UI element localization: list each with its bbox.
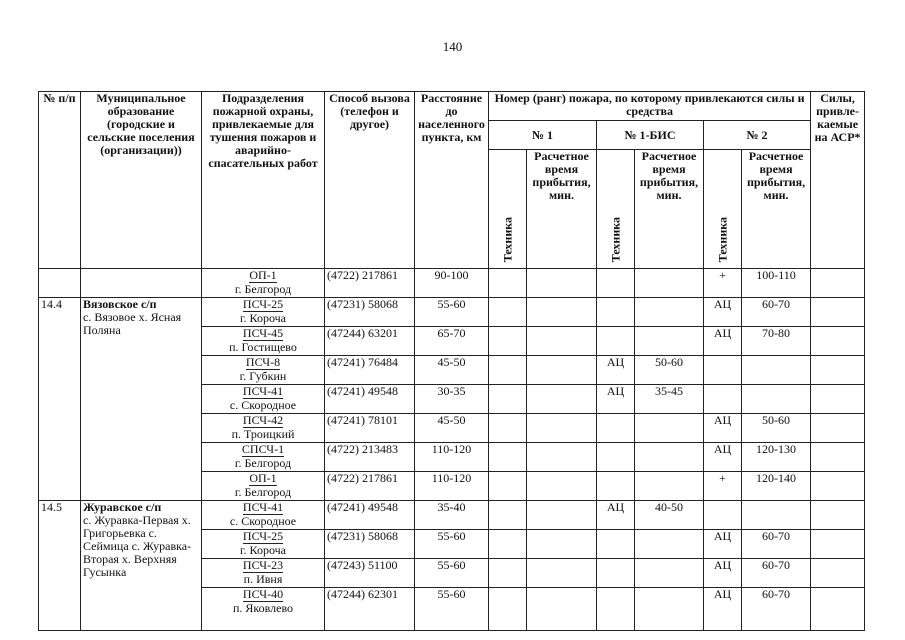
cell-tech-rank2: АЦ xyxy=(704,530,742,559)
cell-distance: 55-60 xyxy=(415,588,489,631)
page-number: 140 xyxy=(442,39,463,54)
cell-asr xyxy=(811,443,865,472)
cell-call: (47241) 76484 xyxy=(325,356,415,385)
header-time-rank1bis: Расчетное время прибытия, мин. xyxy=(635,150,704,269)
cell-time-rank1 xyxy=(527,269,597,298)
cell-tech-rank1bis xyxy=(597,588,635,631)
cell-asr xyxy=(811,559,865,588)
header-time-rank1: Расчетное время прибытия, мин. xyxy=(527,150,597,269)
cell-time-rank1 xyxy=(527,414,597,443)
cell-time-rank1 xyxy=(527,559,597,588)
cell-call: (47243) 51100 xyxy=(325,559,415,588)
cell-tech-rank1 xyxy=(489,501,527,530)
cell-tech-rank1 xyxy=(489,356,527,385)
cell-time-rank1 xyxy=(527,501,597,530)
header-time-rank2: Расчетное время прибытия, мин. xyxy=(742,150,811,269)
cell-time-rank1bis xyxy=(635,559,704,588)
cell-tech-rank1 xyxy=(489,559,527,588)
cell-asr xyxy=(811,356,865,385)
cell-tech-rank2: АЦ xyxy=(704,559,742,588)
cell-time-rank1bis: 50-60 xyxy=(635,356,704,385)
cell-time-rank1bis xyxy=(635,443,704,472)
cell-asr xyxy=(811,298,865,327)
cell-time-rank2: 60-70 xyxy=(742,298,811,327)
cell-unit: ПСЧ-25 г. Короча xyxy=(202,530,325,559)
cell-distance: 45-50 xyxy=(415,414,489,443)
cell-time-rank1 xyxy=(527,530,597,559)
cell-time-rank1bis xyxy=(635,414,704,443)
header-tech-rank1: Техника xyxy=(489,150,527,269)
cell-unit: ПСЧ-23 п. Ивня xyxy=(202,559,325,588)
cell-tech-rank1bis: АЦ xyxy=(597,356,635,385)
table-row xyxy=(39,298,865,327)
cell-time-rank1bis xyxy=(635,588,704,631)
cell-time-rank2 xyxy=(742,356,811,385)
cell-unit: ПСЧ-42 п. Троицкий xyxy=(202,414,325,443)
cell-tech-rank2: АЦ xyxy=(704,414,742,443)
cell-tech-rank1 xyxy=(489,385,527,414)
table-row xyxy=(39,269,865,298)
cell-tech-rank2: АЦ xyxy=(704,298,742,327)
cell-time-rank1bis xyxy=(635,327,704,356)
cell-asr xyxy=(811,501,865,530)
header-asr: Силы, привле-каемые на АСР* xyxy=(811,92,865,269)
cell-time-rank2: 100-110 xyxy=(742,269,811,298)
cell-tech-rank2 xyxy=(704,385,742,414)
cell-municipality xyxy=(81,269,202,298)
cell-time-rank1bis xyxy=(635,530,704,559)
cell-distance: 35-40 xyxy=(415,501,489,530)
cell-call: (47241) 49548 xyxy=(325,501,415,530)
cell-unit: ПСЧ-25 г. Короча xyxy=(202,298,325,327)
cell-tech-rank2: + xyxy=(704,472,742,501)
cell-unit: СПСЧ-1 г. Белгород xyxy=(202,443,325,472)
cell-tech-rank1bis xyxy=(597,443,635,472)
cell-tech-rank1bis xyxy=(597,530,635,559)
cell-unit: ОП-1 г. Белгород xyxy=(202,472,325,501)
cell-time-rank1 xyxy=(527,443,597,472)
cell-tech-rank1bis xyxy=(597,472,635,501)
header-rank-group: Номер (ранг) пожара, по которому привлекаются силы и средства xyxy=(489,92,811,121)
fire-resources-table xyxy=(38,91,865,631)
cell-asr xyxy=(811,472,865,501)
header-rank-1bis: № 1-БИС xyxy=(597,121,704,150)
cell-asr xyxy=(811,414,865,443)
cell-distance: 55-60 xyxy=(415,559,489,588)
cell-tech-rank2: АЦ xyxy=(704,327,742,356)
cell-asr xyxy=(811,530,865,559)
header-unit: Подразделения пожарной охраны, привлекаемые для тушения пожаров и аварийно-спасательных работ xyxy=(202,92,325,269)
cell-unit: ОП-1 г. Белгород xyxy=(202,269,325,298)
cell-tech-rank1bis: АЦ xyxy=(597,501,635,530)
cell-tech-rank2: АЦ xyxy=(704,443,742,472)
cell-time-rank2: 120-130 xyxy=(742,443,811,472)
cell-distance: 45-50 xyxy=(415,356,489,385)
header-rank-1: № 1 xyxy=(489,121,597,150)
cell-num xyxy=(39,269,81,298)
cell-time-rank1 xyxy=(527,356,597,385)
cell-distance: 90-100 xyxy=(415,269,489,298)
cell-call: (47231) 58068 xyxy=(325,298,415,327)
cell-time-rank1bis: 35-45 xyxy=(635,385,704,414)
cell-time-rank2: 60-70 xyxy=(742,588,811,631)
cell-tech-rank1 xyxy=(489,298,527,327)
cell-unit: ПСЧ-8 г. Губкин xyxy=(202,356,325,385)
cell-distance: 65-70 xyxy=(415,327,489,356)
cell-time-rank1 xyxy=(527,588,597,631)
cell-unit: ПСЧ-41 с. Скородное xyxy=(202,501,325,530)
cell-time-rank2: 50-60 xyxy=(742,414,811,443)
header-call-method: Способ вызова (телефон и другое) xyxy=(325,92,415,269)
cell-tech-rank1 xyxy=(489,443,527,472)
cell-time-rank1bis xyxy=(635,298,704,327)
cell-num: 14.5 xyxy=(39,501,81,631)
cell-distance: 30-35 xyxy=(415,385,489,414)
cell-call: (47231) 58068 xyxy=(325,530,415,559)
cell-tech-rank1bis xyxy=(597,327,635,356)
cell-tech-rank2: + xyxy=(704,269,742,298)
header-distance: Расстояние до населенного пункта, км xyxy=(415,92,489,269)
cell-tech-rank1bis xyxy=(597,559,635,588)
cell-time-rank1 xyxy=(527,327,597,356)
cell-call: (4722) 217861 xyxy=(325,269,415,298)
cell-tech-rank2 xyxy=(704,356,742,385)
cell-asr xyxy=(811,269,865,298)
cell-distance: 55-60 xyxy=(415,530,489,559)
cell-asr xyxy=(811,588,865,631)
cell-num: 14.4 xyxy=(39,298,81,501)
cell-call: (47244) 62301 xyxy=(325,588,415,631)
cell-time-rank1bis xyxy=(635,472,704,501)
cell-unit: ПСЧ-41 с. Скородное xyxy=(202,385,325,414)
cell-tech-rank1 xyxy=(489,269,527,298)
cell-tech-rank1 xyxy=(489,327,527,356)
header-row-1 xyxy=(39,92,865,121)
header-tech-rank2: Техника xyxy=(704,150,742,269)
cell-distance: 110-120 xyxy=(415,443,489,472)
cell-tech-rank2 xyxy=(704,501,742,530)
cell-asr xyxy=(811,327,865,356)
cell-unit: ПСЧ-45 п. Гостищево xyxy=(202,327,325,356)
cell-time-rank1 xyxy=(527,472,597,501)
cell-municipality: Вязовское с/п с. Вязовое х. Ясная Поляна xyxy=(81,298,202,501)
cell-time-rank1bis: 40-50 xyxy=(635,501,704,530)
cell-tech-rank1bis: АЦ xyxy=(597,385,635,414)
cell-time-rank2: 60-70 xyxy=(742,559,811,588)
table-row xyxy=(39,501,865,530)
cell-tech-rank2: АЦ xyxy=(704,588,742,631)
cell-tech-rank1 xyxy=(489,588,527,631)
cell-time-rank2: 120-140 xyxy=(742,472,811,501)
header-num: № п/п xyxy=(39,92,81,269)
cell-tech-rank1bis xyxy=(597,298,635,327)
cell-call: (47244) 63201 xyxy=(325,327,415,356)
cell-call: (4722) 217861 xyxy=(325,472,415,501)
cell-time-rank2 xyxy=(742,501,811,530)
cell-unit: ПСЧ-40 п. Яковлево xyxy=(202,588,325,631)
cell-time-rank1 xyxy=(527,385,597,414)
cell-call: (47241) 49548 xyxy=(325,385,415,414)
cell-time-rank1 xyxy=(527,298,597,327)
header-tech-rank1bis: Техника xyxy=(597,150,635,269)
header-rank-2: № 2 xyxy=(704,121,811,150)
cell-call: (4722) 213483 xyxy=(325,443,415,472)
cell-municipality: Журавское с/п с. Журавка-Первая х. Григорьевка с. Сеймица с. Журавка-Вторая х. Верхняя Гусынка xyxy=(81,501,202,631)
cell-time-rank2: 70-80 xyxy=(742,327,811,356)
cell-tech-rank1bis xyxy=(597,414,635,443)
cell-tech-rank1 xyxy=(489,472,527,501)
cell-time-rank1bis xyxy=(635,269,704,298)
cell-time-rank2 xyxy=(742,385,811,414)
cell-tech-rank1 xyxy=(489,530,527,559)
cell-tech-rank1 xyxy=(489,414,527,443)
cell-time-rank2: 60-70 xyxy=(742,530,811,559)
header-municipality: Муниципальное образование (городские и сельские поселения (организации)) xyxy=(81,92,202,269)
cell-asr xyxy=(811,385,865,414)
cell-call: (47241) 78101 xyxy=(325,414,415,443)
cell-distance: 110-120 xyxy=(415,472,489,501)
cell-tech-rank1bis xyxy=(597,269,635,298)
cell-distance: 55-60 xyxy=(415,298,489,327)
